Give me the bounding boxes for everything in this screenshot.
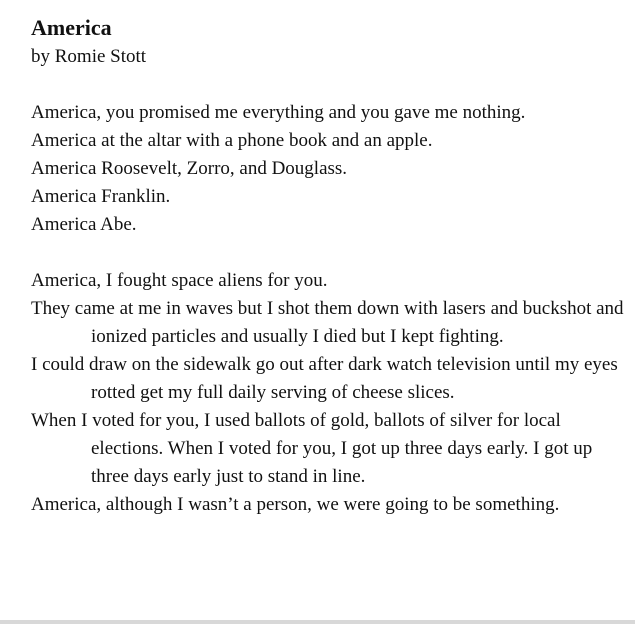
poem-document bbox=[31, 13, 631, 547]
poem-line: I could draw on the sidewalk go out after dark watch television until my eyes rotted get my full daily serving of cheese slices. bbox=[31, 354, 618, 403]
poem-line: They came at me in waves but I shot them down with lasers and buckshot and ionized particles and usually I died but I kept fighting. bbox=[31, 298, 624, 347]
poem-line: America Roosevelt, Zorro, and Douglass. bbox=[31, 158, 348, 179]
poem-title: America bbox=[31, 15, 112, 40]
poem-line: America, you promised me everything and you gave me nothing. bbox=[31, 102, 526, 123]
poem-line: America, although I wasn’t a person, we were going to be something. bbox=[31, 494, 560, 515]
poem-line: America, I fought space aliens for you. bbox=[31, 270, 328, 291]
poem-line: America at the altar with a phone book and an apple. bbox=[31, 130, 433, 151]
bottom-border bbox=[0, 620, 635, 624]
poem-line: America Abe. bbox=[31, 214, 137, 235]
stanza-2 bbox=[31, 267, 631, 519]
stanza-1 bbox=[31, 99, 631, 239]
poem-line: America Franklin. bbox=[31, 186, 171, 207]
poem-line: When I voted for you, I used ballots of gold, ballots of silver for local elections. When I voted for you, I got up three days early. I got up three days early just to stand in line. bbox=[31, 410, 593, 487]
poem-byline: by Romie Stott bbox=[31, 46, 147, 67]
